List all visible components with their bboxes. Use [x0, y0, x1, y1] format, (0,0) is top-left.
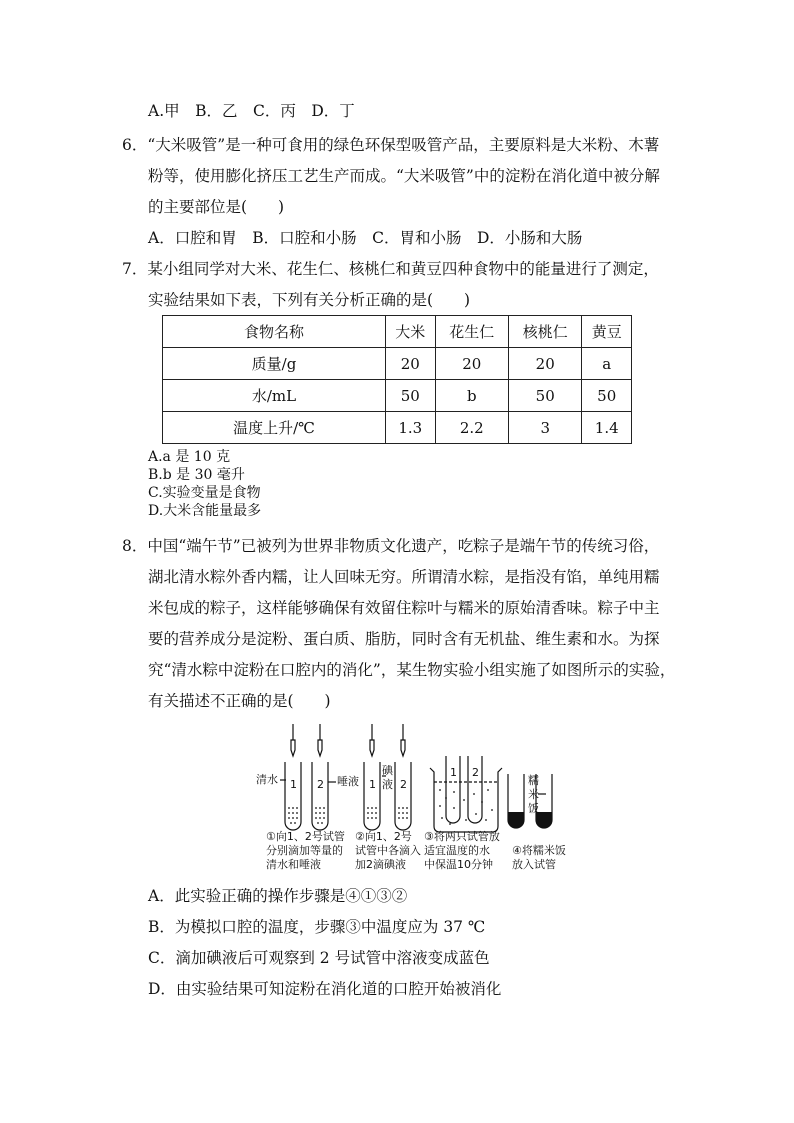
- food-energy-table: [162, 315, 632, 444]
- table-header-cell: 大米: [386, 316, 436, 348]
- table-header-row: [163, 316, 632, 348]
- caption-step-3-line-3: 中保温10分钟: [424, 858, 493, 871]
- dropper-icon: [401, 724, 405, 756]
- table-cell: a: [582, 348, 632, 380]
- label-saliva: 唾液: [337, 775, 359, 788]
- tube-number-1: 1: [369, 778, 376, 791]
- dropper-icon: [370, 724, 374, 756]
- q7-stem-line-1: 7．某小组同学对大米、花生仁、核桃仁和黄豆四种食物中的能量进行了测定，: [122, 260, 659, 278]
- q8-option-b: B．为模拟口腔的温度，步骤③中温度应为 37 ℃: [148, 918, 486, 936]
- table-cell: 1.4: [582, 412, 632, 444]
- q8-stem-line-5: 究“清水粽中淀粉在口腔内的消化”，某生物实验小组实施了如图所示的实验，: [148, 661, 676, 679]
- table-header-cell: 食物名称: [163, 316, 386, 348]
- caption-step-4-line-1: ④将糯米饭: [512, 844, 566, 857]
- test-tube-icon: [364, 762, 380, 830]
- q7-option-a: A.a 是 10 克: [148, 449, 231, 465]
- q6-stem-line-1: 6．“大米吸管”是一种可食用的绿色环保型吸管产品，主要原料是大米粉、木薯: [122, 136, 660, 154]
- q8-stem-line-2: 湖北清水粽外香内糯，让人回味无穷。所谓清水粽，是指没有馅，单纯用糯: [148, 568, 660, 586]
- table-row: [163, 412, 632, 444]
- digestion-experiment-figure: [256, 720, 588, 872]
- q7-option-b: B.b 是 30 毫升: [148, 467, 245, 483]
- q8-stem-line-6: 有关描述不正确的是( ): [148, 692, 331, 710]
- dropper-icon: [291, 724, 295, 756]
- table-header-cell: 花生仁: [435, 316, 508, 348]
- label-rice: 糯米饭: [528, 774, 539, 815]
- caption-step-3-line-1: ③将两只试管放: [424, 830, 500, 843]
- liquid-dots: [288, 789, 493, 825]
- table-cell: 质量/g: [163, 348, 386, 380]
- tube-number-2: 2: [472, 766, 479, 779]
- table-cell: 20: [386, 348, 436, 380]
- test-tube-icon: [395, 762, 411, 830]
- table-cell: 1.3: [386, 412, 436, 444]
- q5-options: A.甲 B．乙 C．丙 D．丁: [148, 102, 355, 120]
- table-cell: 20: [508, 348, 581, 380]
- caption-step-1-line-1: ①向1、2号试管: [266, 830, 345, 843]
- q7-option-c: C.实验变量是食物: [148, 485, 261, 501]
- q8-stem-line-1: 8．中国“端午节”已被列为世界非物质文化遗产，吃粽子是端午节的传统习俗，: [122, 537, 660, 555]
- caption-step-1-line-3: 清水和唾液: [266, 858, 321, 871]
- table-cell: 2.2: [435, 412, 508, 444]
- table-cell: 20: [435, 348, 508, 380]
- table-row: [163, 348, 632, 380]
- q8-option-a: A．此实验正确的操作步骤是④①③②: [148, 887, 408, 905]
- table-header-cell: 核桃仁: [508, 316, 581, 348]
- caption-step-4-line-2: 放入试管: [512, 858, 556, 871]
- test-tube-icon: [285, 762, 301, 830]
- test-tube-icon: [312, 762, 328, 830]
- q6-stem-line-3: 的主要部位是( ): [148, 198, 285, 216]
- table-cell: b: [435, 380, 508, 412]
- q7-option-d: D.大米含能量最多: [148, 503, 262, 519]
- q8-option-c: C．滴加碘液后可观察到 2 号试管中溶液变成蓝色: [148, 949, 490, 967]
- q8-option-d: D．由实验结果可知淀粉在消化道的口腔开始被消化: [148, 980, 502, 998]
- label-iodine: 碘液: [382, 764, 393, 791]
- tube-number-2: 2: [400, 778, 407, 791]
- table-cell: 50: [582, 380, 632, 412]
- caption-step-3-line-2: 适宜温度的水: [424, 844, 490, 857]
- table-cell: 3: [508, 412, 581, 444]
- beaker-icon: [430, 768, 502, 832]
- q8-stem-line-3: 米包成的粽子，这样能够确保有效留住粽叶与糯米的原始清香味。粽子中主: [148, 599, 660, 617]
- caption-step-1-line-2: 分别滴加等量的: [266, 844, 343, 857]
- q6-options: A．口腔和胃 B．口腔和小肠 C．胃和小肠 D．小肠和大肠: [148, 229, 583, 247]
- table-cell: 50: [386, 380, 436, 412]
- table-cell: 温度上升/℃: [163, 412, 386, 444]
- caption-step-2-line-2: 试管中各滴入: [355, 844, 421, 857]
- q7-stem-line-2: 实验结果如下表，下列有关分析正确的是( ): [148, 291, 471, 309]
- dropper-icon: [318, 724, 322, 756]
- caption-step-2-line-1: ②向1、2号: [355, 830, 412, 843]
- label-water: 清水: [256, 773, 278, 786]
- q6-stem-line-2: 粉等，使用膨化挤压工艺生产而成。“大米吸管”中的淀粉在消化道中被分解: [148, 167, 660, 185]
- tube-number-1: 1: [450, 766, 457, 779]
- table-row: [163, 380, 632, 412]
- caption-step-2-line-3: 加2滴碘液: [355, 858, 406, 871]
- table-cell: 50: [508, 380, 581, 412]
- tube-number-2: 2: [317, 778, 324, 791]
- rice-icon: [508, 812, 524, 828]
- table-header-cell: 黄豆: [582, 316, 632, 348]
- table-cell: 水/mL: [163, 380, 386, 412]
- tube-number-1: 1: [290, 778, 297, 791]
- q8-stem-line-4: 要的营养成分是淀粉、蛋白质、脂肪，同时含有无机盐、维生素和水。为探: [148, 630, 660, 648]
